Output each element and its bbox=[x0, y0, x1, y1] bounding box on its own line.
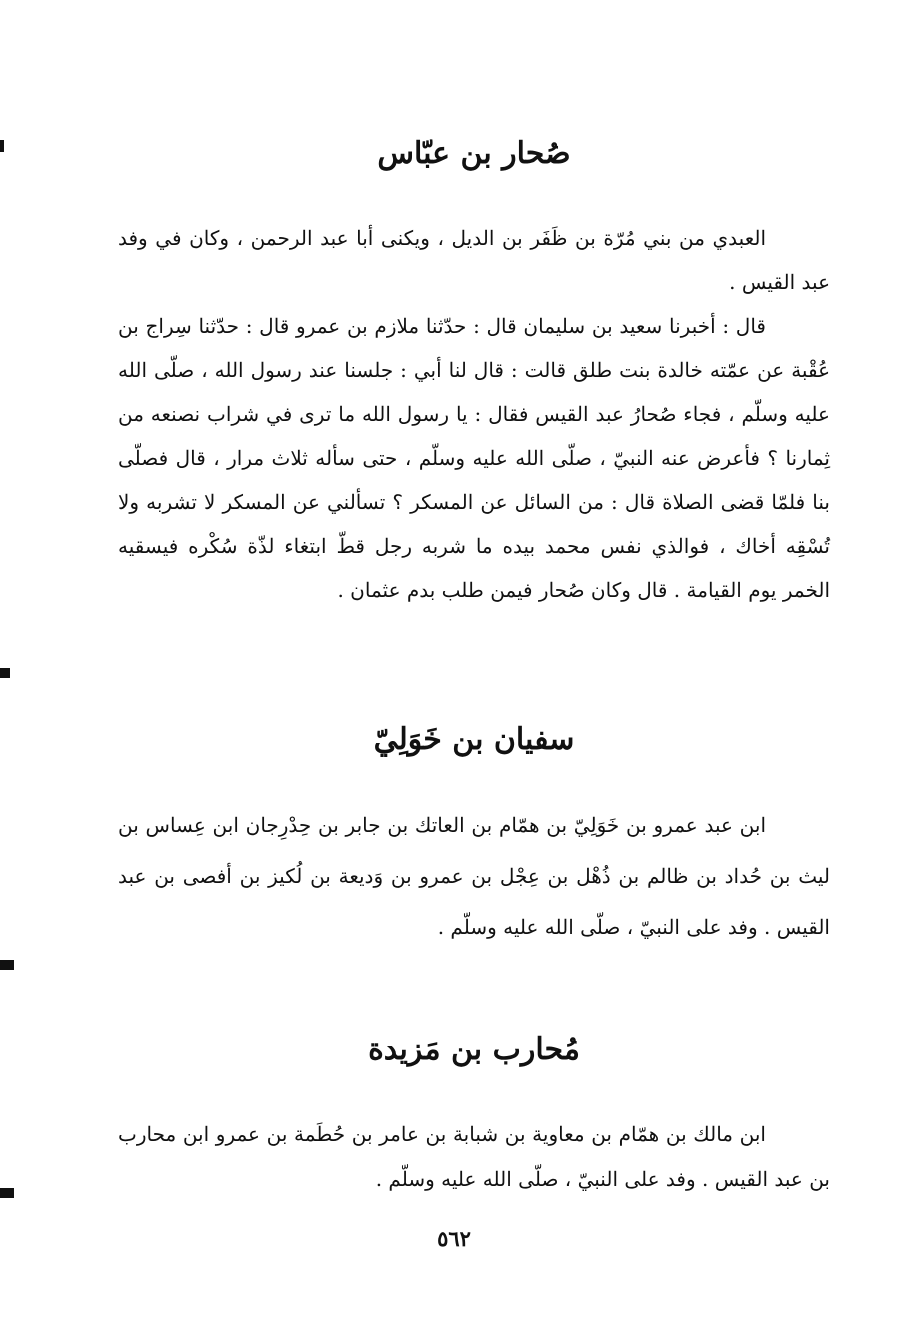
scan-edge-mark bbox=[0, 960, 14, 970]
page-number: ٥٦٢ bbox=[437, 1226, 471, 1251]
paragraph-sufyan-lineage: ابن عبد عمرو بن خَوَلِيّ بن همّام بن العاتك بن جابر بن حِدْرِجان ابن عِساس بن ليث بن حُداد بن ظالم بن ذُهْل بن عِجْل بن عمرو بن وَديعة بن لُكيز بن أفصى بن عبد القيس . وفد على النبيّ ، صلّى الله عليه وسلّم . bbox=[118, 813, 830, 939]
paragraph-suhar-intro: العبدي من بني مُرّة بن ظَفَر بن الديل ، ويكنى أبا عبد الرحمن ، وكان في وفد عبد القيس . bbox=[118, 226, 830, 294]
paragraph-suhar-hadith: قال : أخبرنا سعيد بن سليمان قال : حدّثنا ملازم بن عمرو قال : حدّثنا سِراج بن عُقْبة عن عمّته خالدة بنت طلق قالت : قال لنا أبي : جلسنا عند رسول الله ، صلّى الله عليه وسلّم ، فجاء صُحارُ عبد القيس فقال : يا رسول الله ما ترى في شراب نصنعه من ثِمارنا ؟ فأعرض عنه النبيّ ، صلّى الله عليه وسلّم ، حتى سأله ثلاث مرار ، قال فصلّى بنا فلمّا قضى الصلاة قال : من السائل عن المسكر ؟ تسألني عن المسكر لا تشربه ولا تُسْقِه أخاك ، فوالذي نفس محمد بيده ما شربه رجل قطّ ابتغاء لذّة سُكْره فيسقيه الخمر يوم القيامة . قال وكان صُحار فيمن طلب بدم عثمان . bbox=[118, 314, 830, 602]
section-heading-sufyan: سفيان بن خَوَلِيّ bbox=[373, 722, 575, 757]
scan-edge-mark bbox=[0, 140, 4, 152]
section-body-muharib bbox=[118, 1112, 830, 1202]
paragraph-muharib-lineage: ابن مالك بن همّام بن معاوية بن شبابة بن عامر بن حُطَمة بن عمرو ابن محارب بن عبد القيس . وفد على النبيّ ، صلّى الله عليه وسلّم . bbox=[118, 1122, 830, 1191]
section-heading-muharib: مُحارب بن مَزيدة bbox=[368, 1032, 580, 1067]
scan-edge-mark bbox=[0, 1188, 14, 1198]
scan-edge-mark bbox=[0, 668, 10, 678]
section-body-sufyan bbox=[118, 800, 830, 953]
section-body-suhar bbox=[118, 216, 830, 612]
section-heading-suhar: صُحار بن عبّاس bbox=[377, 136, 571, 171]
